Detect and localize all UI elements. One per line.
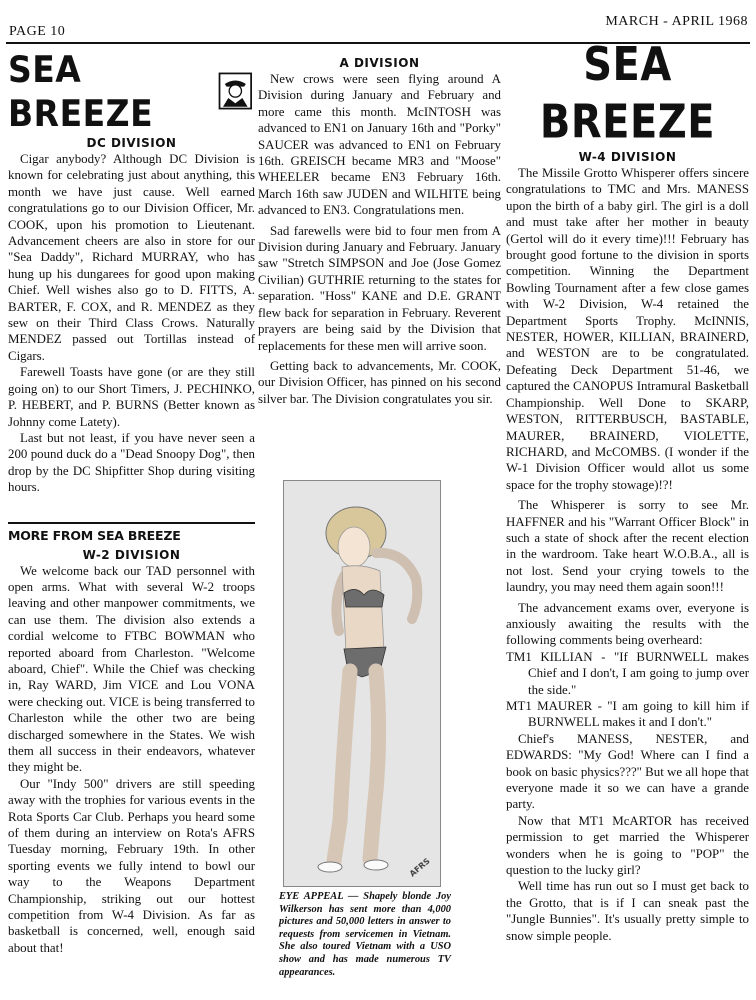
w4-paragraph: The advancement exams over, everyone is anxiously awaiting the results with the following comments being overheard: bbox=[506, 600, 749, 648]
w4-paragraph: Well time has run out so I must get back to the Grotto, that is if I can sneak past the "Jungle Bunnies". It's usually pretty simple to snow simple people. bbox=[506, 879, 749, 943]
photo-caption: EYE APPEAL — Shapely blonde Joy Wilkerson has sent more than 4,000 pictures and 50,000 letters in answer to requests from servicemen in Vietnam. She also toured Vietnam with a USO show and has made numerous TV appearances. bbox=[279, 891, 451, 978]
afrs-watermark: AFRS bbox=[408, 856, 433, 879]
issue-date: MARCH - APRIL 1968 bbox=[605, 14, 748, 29]
w2-paragraph: We welcome back our TAD personnel with open arms. What with several W-2 troops leaving and other manpower commitments, we can use them. The division also extends a cordial welcome to FTBC BOWMAN who reported aboard from Charleston. "Welcome aboard, Chief". While the Chief was checking in, Ray WARD, Jim VICE and Lou VONA were checking out. VICE is being transferred to Charleston while the other two are being discharged somewhere in the States. We wish them all success in their endeavors, whatever they might be. bbox=[8, 563, 255, 775]
a-division-heading: A DIVISION bbox=[339, 56, 420, 70]
w4-paragraph: Now that MT1 McARTOR has received permission to get married the Whisperer wonders when he is going to "POP" the question to the lucky girl? bbox=[506, 813, 749, 878]
w4-paragraph: The Missile Grotto Whisperer offers sincere congratulations to TMC and Mrs. MANESS upon the birth of a baby girl. The girl is a doll and must take after her mother in beauty (Gertol will do it every time)!!! February has brought good fortune to the division in sports competition. Winning the Department Bowling Tournament after a few close games with W-2 Division, W-4 retained the Department Sports Trophy. McINNIS, NESTER, HOWER, KILLIAN, BRAINERD, and WESTON are to be congratulated. Defeating Deck Department 51-46, we captured the CANOPUS Intramural Basketball Championship. Well Done to SKARP, WESTON, RITTERBUSCH, BASTABLE, MAURER, BRAINERD, VIOLETTE, RICHARD, and McCOMBS. (I wonder if the W-1 Division Officer would allot us some space for the trophy stowage)!?! bbox=[506, 166, 749, 492]
dc-paragraph: Farewell Toasts have gone (or are they still going on) to our Short Timers, J. PECHINKO, P. HEBERT, and P. BURNS (Better known as Johnny come Latety). bbox=[8, 365, 255, 429]
more-from-heading: MORE FROM SEA BREEZE bbox=[8, 522, 255, 544]
a-paragraph: Sad farewells were bid to four men from A Division during January and February. January saw "Stretch SIMPSON and Joe (Jose Gomez Civilian) GUTHRIE returning to the states for separation. "Hoss" KANE and D.E. GRANT flew back for separation in February. Reverent prayers are being said by the Division that replacements for these men will arrive soon. bbox=[258, 223, 501, 353]
pinup-photo bbox=[283, 480, 441, 887]
w4-paragraph: The Whisperer is sorry to see Mr. HAFFNER and his "Warrant Officer Block" in such a state of shock after the recent election in the wardroom. Take heart W.O.B.A., all is not lost. Send your crying towels to the laundry, you may need them again soon!!! bbox=[506, 498, 749, 595]
page-number: PAGE 10 bbox=[9, 24, 66, 39]
w2-division-heading: W-2 DIVISION bbox=[82, 547, 181, 562]
column-middle bbox=[258, 50, 501, 407]
masthead-title: SEA BREEZE bbox=[8, 48, 154, 135]
a-paragraph: Getting back to advancements, Mr. COOK, our Division Officer, has pinned on his second silver bar. The Division congratulates you sir. bbox=[258, 358, 501, 406]
overheard-quote: MT1 MAURER - "I am going to kill him if BURNWELL makes it and I don't." bbox=[506, 699, 749, 730]
w4-division-heading: W-4 DIVISION bbox=[578, 150, 677, 164]
column-left bbox=[8, 50, 255, 956]
masthead-left bbox=[8, 48, 255, 135]
a-paragraph: New crows were seen flying around A Division during January and February and more came this month. McINTOSH was advanced to EN1 on January 16th and "Porky" SAUCER was advanced to EN1 on February 16th. GREISCH became MR3 and "Moose" WHEELER became EN3 February 16th. March 16th saw JUDEN and WILHITE being advanced to EN3. Congratulations men. bbox=[258, 72, 501, 218]
w2-paragraph: Our "Indy 500" drivers are still speeding away with the trophies for various events in the Rota Sports Car Club. Perhaps you heard some of them during an interview on Rota's AFRS Tuesday morning, February 19th. In other sporting events we fully intend to bowl our way to the Weapons Department Championship, striking out our hottest competition from W-4 Division. As far as basketball is concerned, well, enough said about that! bbox=[8, 776, 255, 955]
column-right bbox=[506, 38, 749, 944]
masthead-title-right: SEA BREEZE bbox=[539, 38, 716, 150]
w4-paragraph: Chief's MANESS, NESTER, and EDWARDS: "My God! Where can I find a book on basic physics???" But we all hope that everyone made it so we can have a grande party. bbox=[506, 731, 749, 812]
sailor-logo-icon bbox=[216, 69, 255, 113]
dc-division-heading: DC DIVISION bbox=[86, 136, 177, 150]
overheard-quote: TM1 KILLIAN - "If BURNWELL makes Chief and I don't, I am going to jump over the side." bbox=[506, 649, 749, 697]
dc-paragraph: Cigar anybody? Although DC Division is known for celebrating just about anything, this month we have just cause. Well earned congratulations go to our Division Officer, Mr. COOK, upon his promotion to Lieutenant. Advancement cheers are also in store for our "Sea Daddy", Richard MURRAY, who has hung up his dungarees for good upon making Chief. Well wishes also go to D. FITTS, A. BARTER, F. COX, and R. MENDEZ as they sew on their Third Class Crows. Naturally MENDEZ passed out Tortillas instead of Cigars. bbox=[8, 152, 255, 363]
dc-paragraph: Last but not least, if you have never seen a 200 pound duck do a "Dead Snoopy Dog", then drop by the DC Shipfitter Shop during visiting hours. bbox=[8, 430, 255, 495]
